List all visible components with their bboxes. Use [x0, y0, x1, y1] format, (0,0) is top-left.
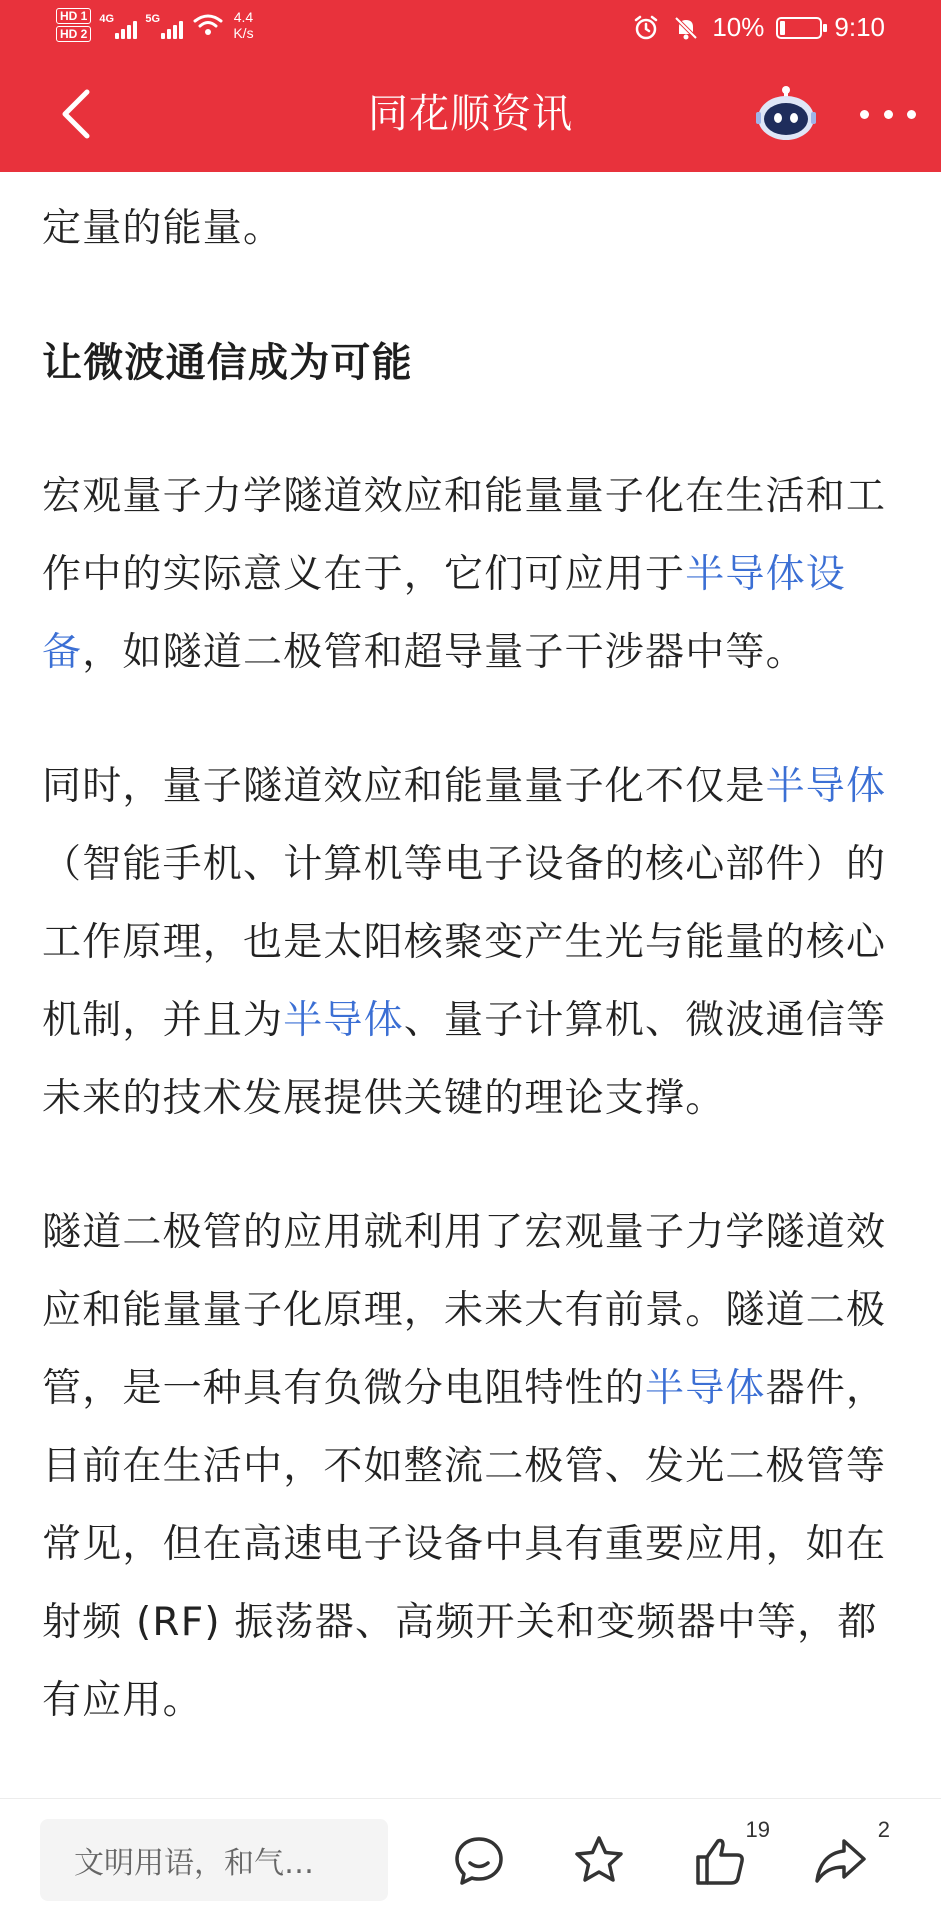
nav-bar [0, 72, 941, 162]
star-icon [571, 1833, 627, 1889]
status-left [56, 8, 254, 42]
more-dot-icon [907, 110, 916, 119]
clock: 9:10 [834, 12, 885, 42]
article-paragraph [42, 458, 904, 692]
wifi-icon [193, 13, 223, 37]
stock-concept-link[interactable]: 半导体 [645, 1366, 766, 1411]
article-paragraph [42, 748, 904, 1138]
speed-value: 4.4 [233, 9, 254, 25]
paragraph-text: 同时，量子隧道效应和能量量子化不仅是 [42, 764, 766, 809]
paragraph-text: 器件，目前在生活中，不如整流二极管、发光二极管等常见，但在高速电子设备中具有重要应用，如在射频 (RF) 振荡器、高频开关和变频器中等，都有应用。 [42, 1366, 887, 1723]
favorite-button[interactable] [567, 1831, 631, 1891]
paragraph-text: 宏观量子力学隧道效应和能量量子化在生活和工作中的实际意义在于，它们可应用于 [42, 474, 887, 597]
status-bar [0, 0, 941, 56]
comment-placeholder: 文明用语，和气… [74, 1846, 314, 1881]
comment-bubble-icon [451, 1833, 507, 1889]
battery-percent: 10% [712, 12, 765, 42]
like-button[interactable] [688, 1817, 770, 1891]
alarm-icon [632, 14, 660, 42]
hd-indicators [56, 8, 91, 42]
paragraph-text: ，如隧道二极管和超导量子干涉器中等。 [82, 630, 806, 675]
page-title: 同花顺资讯 [368, 91, 573, 137]
like-count: 19 [745, 1817, 770, 1842]
more-dot-icon [884, 110, 893, 119]
network-speed [233, 9, 253, 41]
comment-input[interactable] [40, 1819, 388, 1901]
share-count: 2 [877, 1817, 890, 1842]
share-button[interactable] [808, 1817, 890, 1891]
status-right [632, 12, 885, 43]
stock-concept-link[interactable]: 半导体 [283, 998, 404, 1043]
paragraph-text: 、量子计算机、微波通信等未来的技术发展提供关键的理论支撑。 [42, 998, 887, 1121]
thumbs-up-icon [692, 1833, 748, 1889]
more-button[interactable] [860, 94, 916, 134]
app-header [0, 0, 941, 172]
speed-unit: K/s [233, 25, 254, 41]
comment-button[interactable] [447, 1831, 511, 1891]
share-arrow-icon [812, 1833, 868, 1889]
section-heading: 让微波通信成为可能 [42, 340, 413, 386]
stock-concept-link[interactable]: 半导体 [765, 764, 887, 809]
bottom-action-bar [0, 1798, 941, 1920]
article-paragraph [42, 1194, 904, 1740]
paragraph-text: 隧道二极管的应用就利用了宏观量子力学隧道效应和能量量子化原理，未来大有前景。隧道二极管，是一种具有负微分电阻特性的 [42, 1210, 887, 1411]
network-1-label: 4G [99, 13, 115, 25]
battery-icon [776, 17, 822, 39]
article-paragraph: 定量的能量。 [42, 206, 284, 251]
network-2-label: 5G [145, 13, 161, 25]
hd1-badge: HD 1 [56, 8, 91, 24]
bell-off-icon [672, 14, 700, 42]
paragraph-text: （智能手机、计算机等电子设备的核心部件）的工作原理，也是太阳核聚变产生光与能量的核心机制，并且为 [42, 842, 887, 1043]
hd2-badge: HD 2 [56, 26, 91, 42]
signal-2-icon [147, 11, 183, 39]
signal-1-icon [101, 11, 137, 39]
article-body [42, 152, 904, 1796]
robot-icon [754, 82, 818, 146]
more-dot-icon [860, 110, 869, 119]
ai-assistant-button[interactable] [754, 82, 818, 146]
stock-concept-link[interactable]: 半导体设备 [42, 552, 847, 675]
